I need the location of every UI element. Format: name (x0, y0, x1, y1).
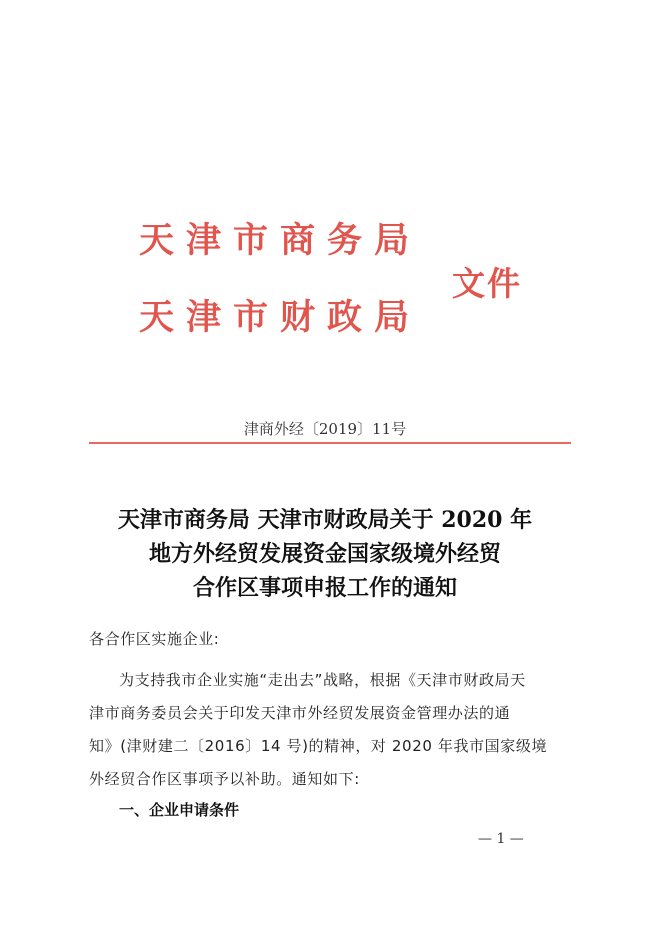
paragraph-line-1: 为支持我市企业实施“走出去”战略，根据《天津市财政局天 (119, 671, 526, 689)
section-heading: 一、企业申请条件 (119, 801, 240, 819)
document-type-label: 文件 (452, 264, 522, 303)
title-line-3: 合作区事项申报工作的通知 (192, 575, 457, 601)
paragraph-line-4: 外经贸合作区事项予以补助。通知如下: (89, 770, 360, 788)
title-line-1: 天津市商务局 天津市财政局关于 2020 年 (117, 507, 533, 533)
issuing-agency-finance: 天津市财政局 (139, 298, 422, 338)
document-number: 津商外经〔2019〕11号 (243, 420, 407, 438)
salutation: 各合作区实施企业: (89, 630, 220, 648)
paragraph-line-3: 知》(津财建二〔2016〕14 号)的精神，对 2020 年我市国家级境 (89, 737, 548, 755)
header-divider (89, 442, 571, 444)
page-number: — 1 — (478, 831, 524, 847)
paragraph-line-2: 津市商务委员会关于印发天津市外经贸发展资金管理办法的通 (89, 704, 511, 722)
title-line-2: 地方外经贸发展资金国家级境外经贸 (148, 541, 501, 567)
issuing-agency-commerce: 天津市商务局 (139, 221, 422, 261)
